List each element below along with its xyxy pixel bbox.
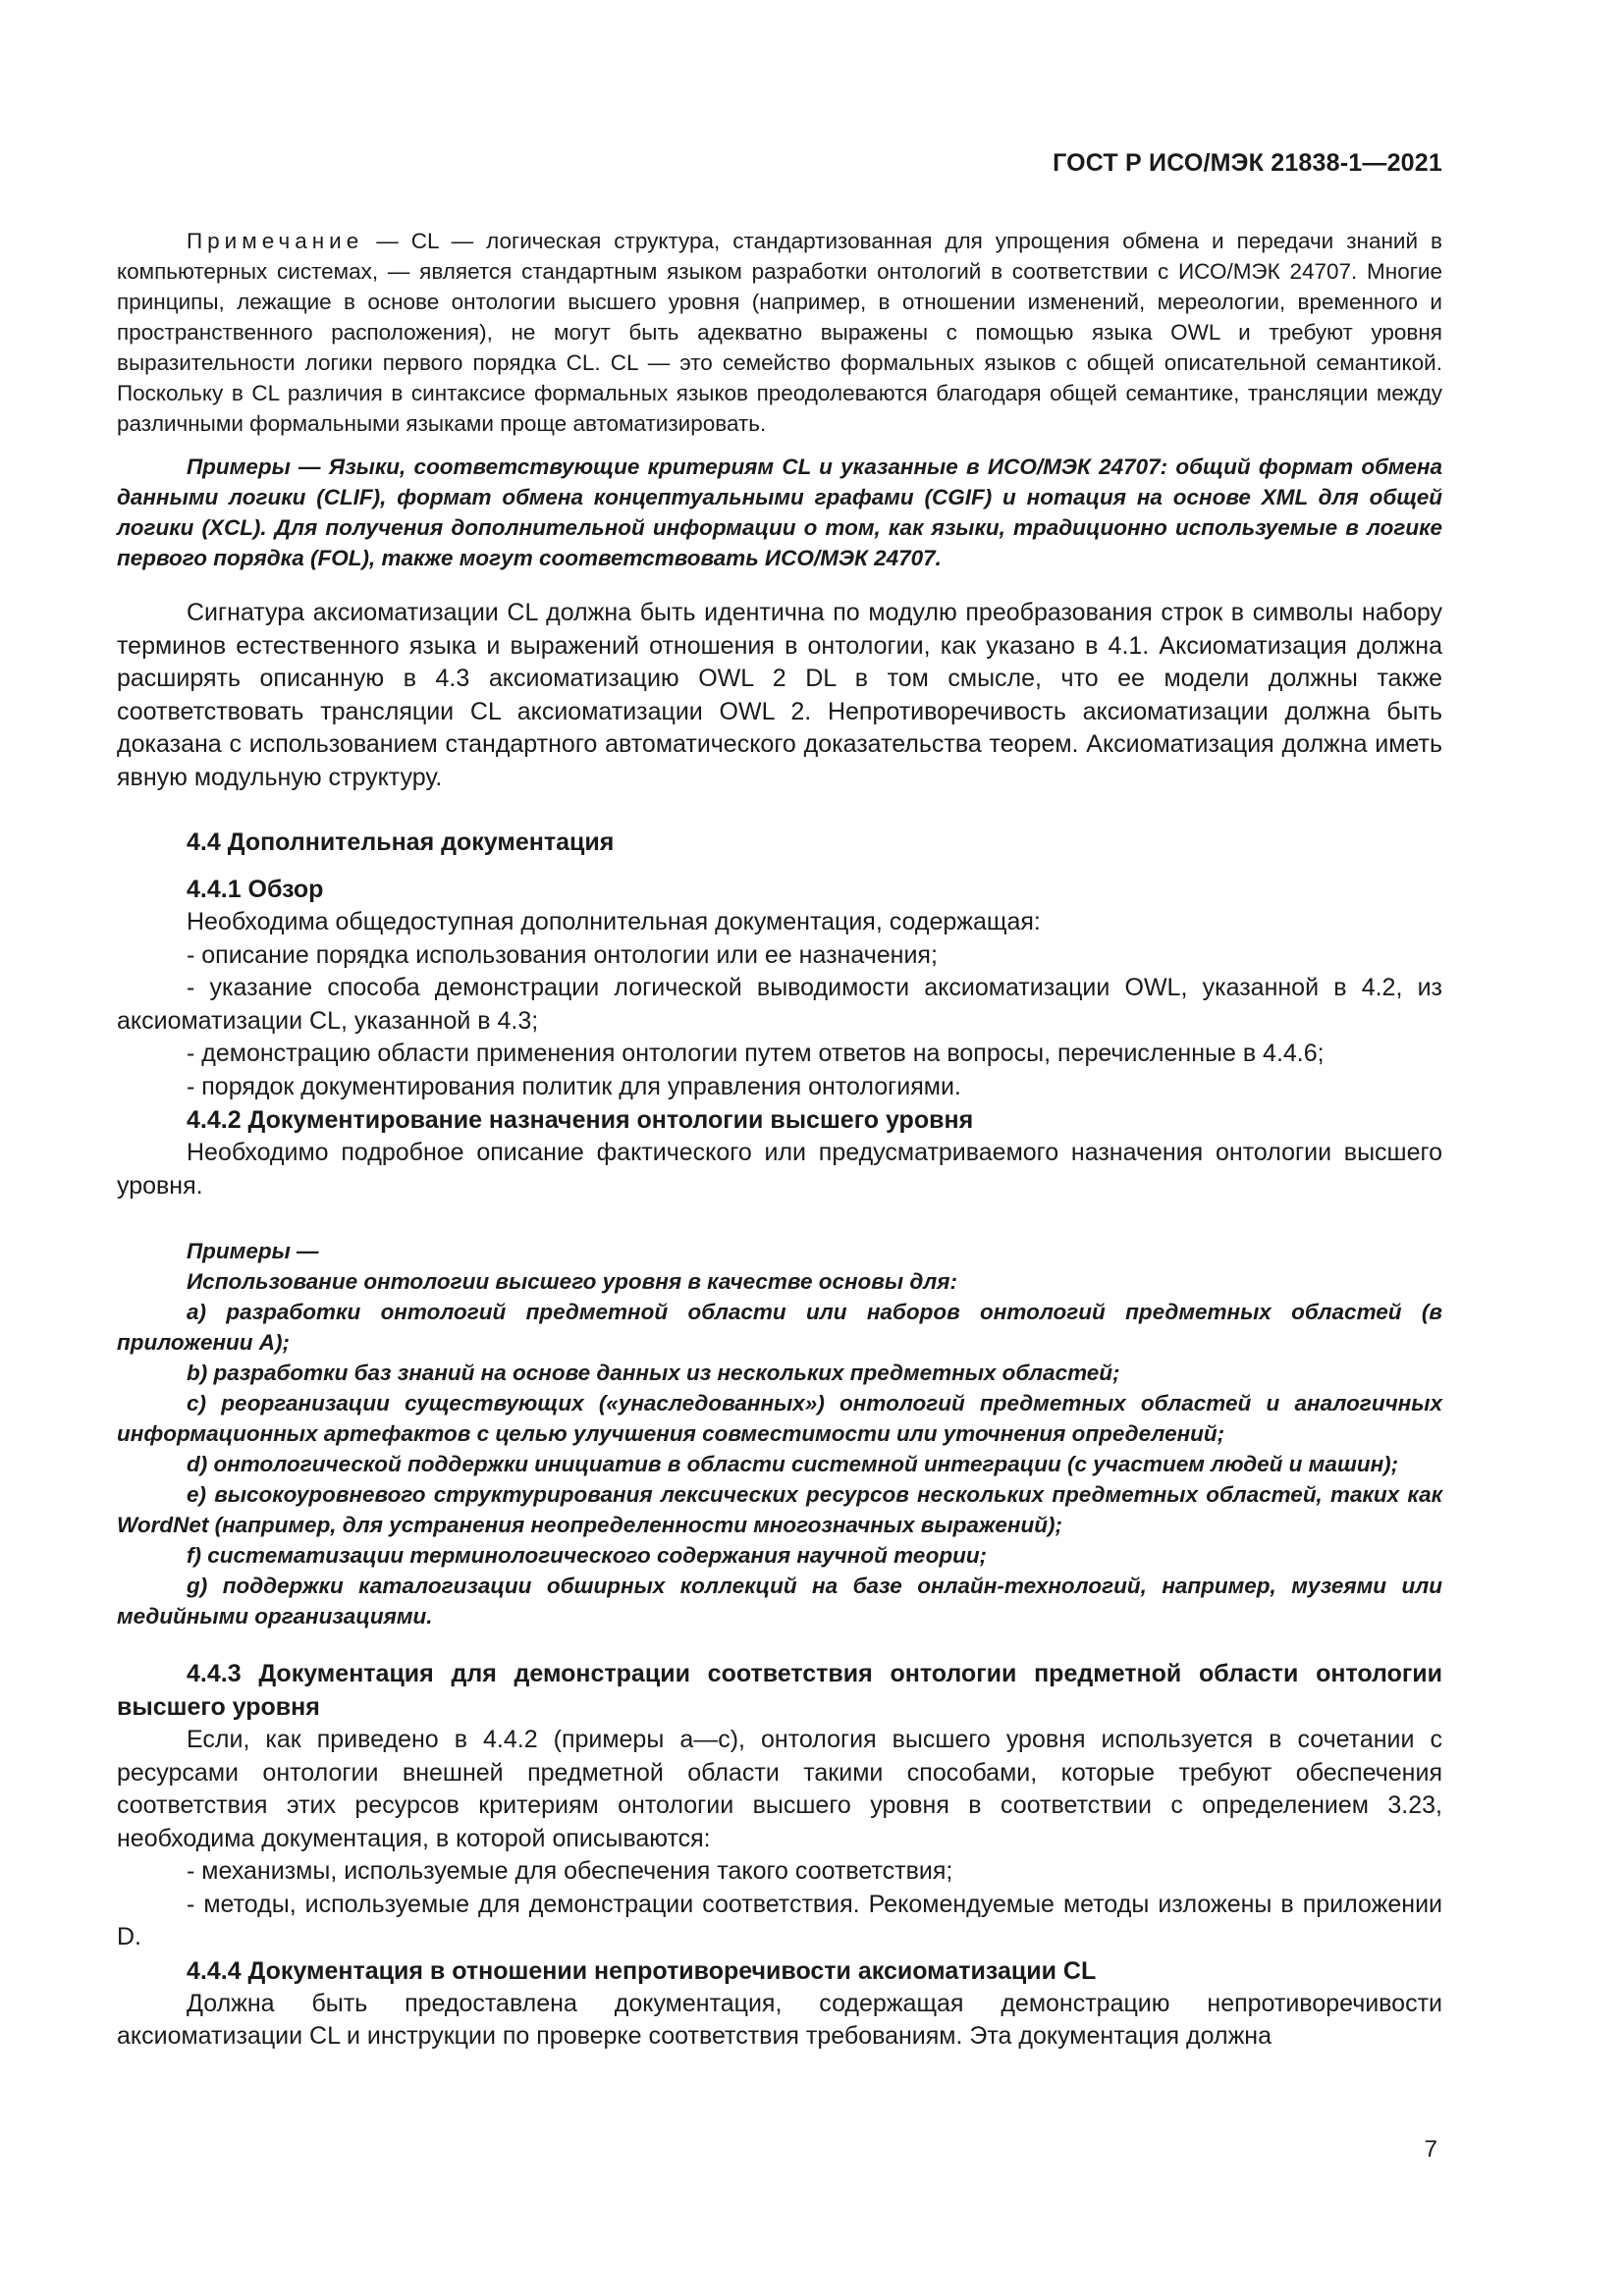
section-4-4-4-text: Должна быть предоставлена документация, содержащая демонстрацию непротиворечивости аксиоматизации CL и инструкции по проверке соответствия требованиям. Эта документация должна xyxy=(117,1989,1442,2050)
examples-intro: Использование онтологии высшего уровня в качестве основы для: xyxy=(187,1269,958,1294)
examples-head: Примеры — xyxy=(187,1239,319,1263)
example-item: f) систематизации терминологического содержания научной теории; xyxy=(187,1543,988,1568)
example-item: b) разработки баз знаний на основе данных из нескольких предметных областей; xyxy=(187,1361,1120,1385)
examples-cl-text: Примеры — Языки, соответствующие критериям CL и указанные в ИСО/МЭК 24707: общий формат обмена данными логики (CLIF), формат обмена концептуальными графами (CGIF) и нотация на основе XML для общей логики (XCL). Для получения дополнительной информации о том, как языки, традиционно используемые в логике первого порядка (FOL), также могут соответствовать ИСО/МЭК 24707. xyxy=(117,454,1442,570)
section-4-4-4-heading: 4.4.4 Документация в отношении непротиворечивости аксиоматизации CL xyxy=(187,1956,1097,1985)
list-item: - методы, используемые для демонстрации соответствия. Рекомендуемые методы изложены в приложении D. xyxy=(117,1890,1442,1950)
note-label: Примечание xyxy=(187,229,364,253)
example-item: a) разработки онтологий предметной области или наборов онтологий предметных областей (в приложении А); xyxy=(117,1300,1442,1355)
example-item: d) онтологической поддержки инициатив в области системной интеграции (с участием людей и машин); xyxy=(187,1452,1399,1476)
example-item: g) поддержки каталогизации обширных коллекций на базе онлайн-технологий, например, музеями или медийными организациями. xyxy=(117,1574,1442,1629)
list-item: - указание способа демонстрации логической выводимости аксиоматизации OWL, указанной в 4.2, из аксиоматизации CL, указанной в 4.3; xyxy=(117,974,1442,1035)
list-item: - демонстрацию области применения онтологии путем ответов на вопросы, перечисленные в 4.4.6; xyxy=(187,1040,1325,1067)
section-4-4-3-heading: 4.4.3 Документация для демонстрации соответствия онтологии предметной области онтологии высшего уровня xyxy=(117,1660,1442,1721)
section-4-4-3-text: Если, как приведено в 4.4.2 (примеры а—с), онтология высшего уровня используется в сочетании с ресурсами онтологии внешней предметной области такими способами, которые требуют обеспечения соответствия этих ресурсов критериям онтологии высшего уровня в соответствии с определением 3.23, необходима документация, в которой описываются: xyxy=(117,1726,1442,1852)
note-paragraph xyxy=(117,226,1442,439)
example-item: c) реорганизации существующих («унаследованных») онтологий предметных областей и аналогичных информационных артефактов с целью улучшения совместимости или уточнения определений; xyxy=(117,1391,1442,1446)
section-4-4-1-intro: Необходима общедоступная дополнительная документация, содержащая: xyxy=(187,908,1041,935)
page-content xyxy=(117,226,1442,2054)
list-item: - порядок документирования политик для управления онтологиями. xyxy=(187,1072,961,1100)
example-item: e) высокоуровневого структурирования лексических ресурсов нескольких предметных областей, таких как WordNet (например, для устранения неопределенности многозначных выражений); xyxy=(117,1482,1442,1537)
note-text: — CL — логическая структура, стандартизованная для упрощения обмена и передачи знаний в компьютерных системах, — является стандартным языком разработки онтологий в соответствии с ИСО/МЭК 24707. Многие принципы, лежащие в основе онтологии высшего уровня (например, в отношении изменений, мереологии, временного и пространственного расположения), не могут быть адекватно выражены с помощью языка OWL и требуют уровня выразительности логики первого порядка CL. CL — это семейство формальных языков с общей описательной семантикой. Поскольку в CL различия в синтаксисе формальных языков преодолеваются благодаря общей семантике, трансляции между различными формальными языками проще автоматизировать. xyxy=(117,229,1442,436)
list-item: - механизмы, используемые для обеспечения такого соответствия; xyxy=(187,1857,953,1885)
page-number: 7 xyxy=(1424,2136,1437,2163)
list-item: - описание порядка использования онтологии или ее назначения; xyxy=(187,940,938,969)
section-4-4-heading: 4.4 Дополнительная документация xyxy=(187,828,615,856)
section-4-4-1-heading: 4.4.1 Обзор xyxy=(187,876,324,903)
signature-paragraph: Сигнатура аксиоматизации CL должна быть идентична по модулю преобразования строк в символы набору терминов естественного языка и выражений отношения в онтологии, как указано в 4.1. Аксиоматизация должна расширять описанную в 4.3 аксиоматизацию OWL 2 DL в том смысле, что ее модели должны также соответствовать трансляции CL аксиоматизации OWL 2. Непротиворечивость аксиоматизации должна быть доказана с использованием стандартного автоматического доказательства теорем. Аксиоматизация должна иметь явную модульную структуру. xyxy=(117,599,1442,791)
document-designation: ГОСТ Р ИСО/МЭК 21838-1—2021 xyxy=(1053,149,1442,177)
section-4-4-2-text: Необходимо подробное описание фактического или предусматриваемого назначения онтологии высшего уровня. xyxy=(117,1139,1442,1200)
examples-list xyxy=(117,1236,1442,1631)
section-4-4-2-heading: 4.4.2 Документирование назначения онтологии высшего уровня xyxy=(187,1106,974,1134)
examples-cl xyxy=(117,452,1442,573)
